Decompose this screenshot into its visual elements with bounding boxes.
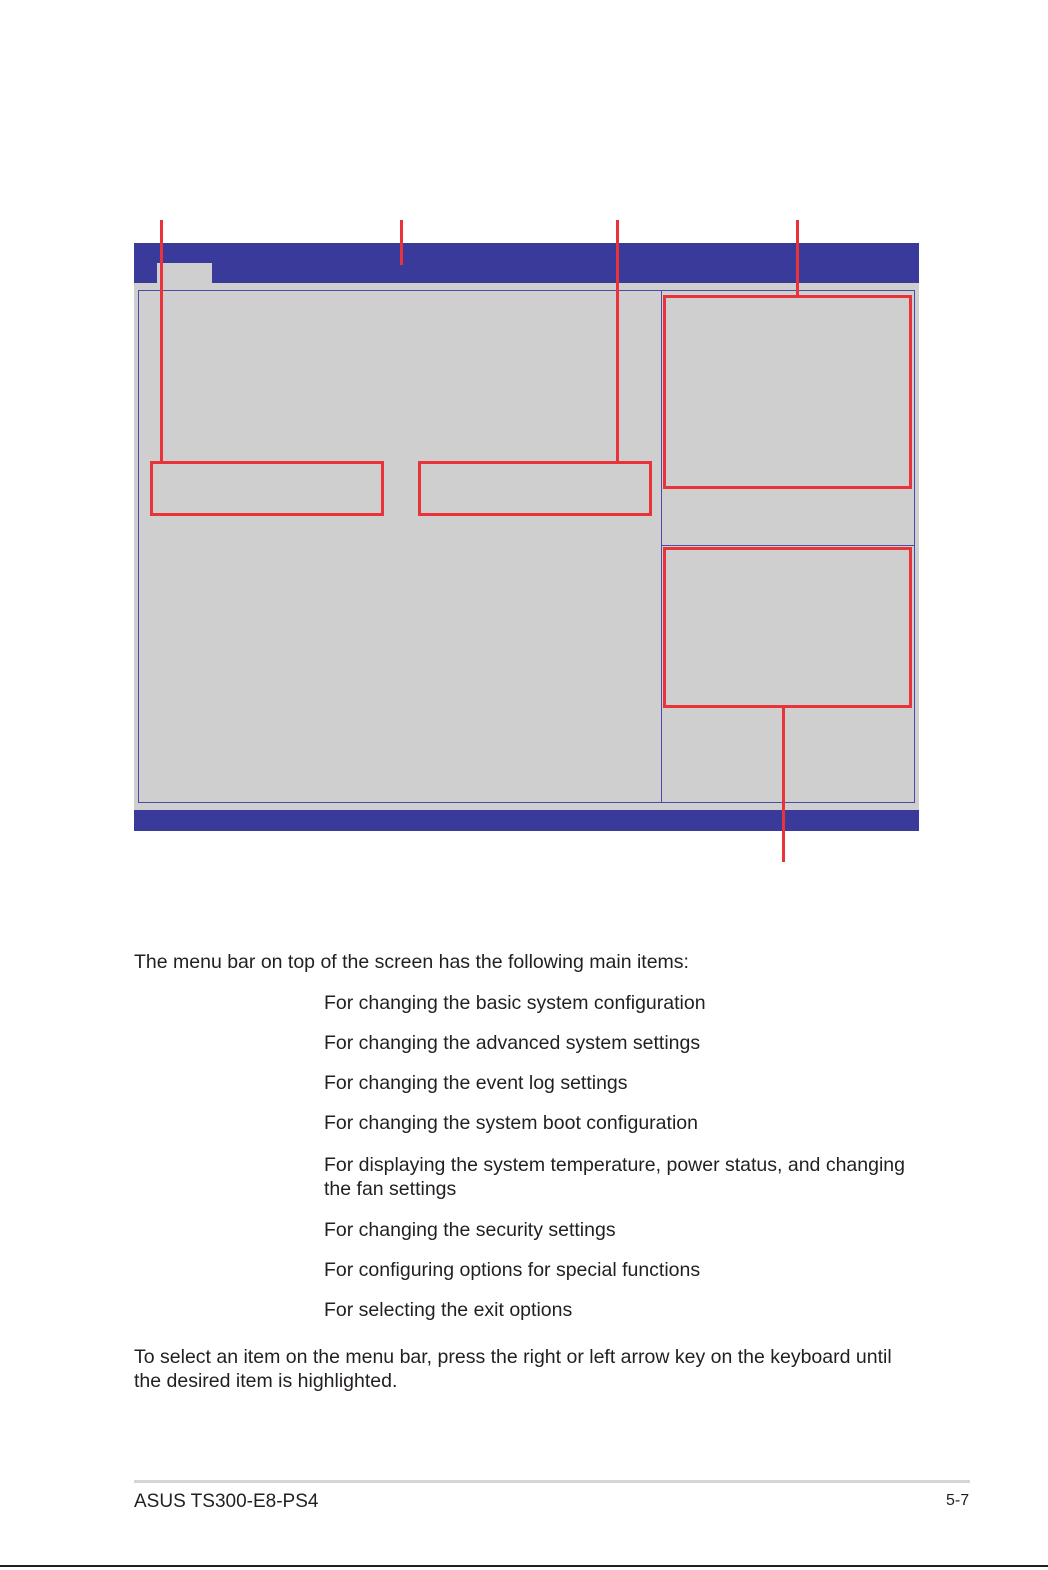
- bios-active-menu-tab: [157, 263, 212, 283]
- menu-selection-note: To select an item on the menu bar, press the right or left arrow key on the keyboard until the desired item is highlighted.: [134, 1346, 892, 1392]
- callout-configuration-fields: [418, 461, 652, 516]
- menu-item-description: For changing the basic system configuration: [324, 992, 706, 1014]
- menu-item-description: For changing the system boot configuration: [324, 1112, 698, 1134]
- menu-item-description: For changing the security settings: [324, 1219, 616, 1241]
- footer-product-name: ASUS TS300-E8-PS4: [134, 1491, 319, 1512]
- menu-item-description: For changing the advanced system settings: [324, 1032, 701, 1054]
- menu-item-description: For displaying the system temperature, power status, and changing the fan settings: [324, 1154, 905, 1200]
- footer-page-number: 5-7: [946, 1492, 970, 1509]
- menu-item-description: For selecting the exit options: [324, 1299, 573, 1321]
- callout-navigation-keys: [663, 547, 912, 708]
- menu-item-description: For configuring options for special functions: [324, 1259, 701, 1281]
- bios-navigation-bar: [134, 810, 919, 831]
- menu-item-description: For changing the event log settings: [324, 1072, 628, 1094]
- leader-line-menu-items: [160, 220, 163, 463]
- leader-line-navigation-keys: [782, 706, 785, 862]
- leader-line-general-help: [796, 220, 799, 297]
- callout-general-help: [663, 295, 912, 489]
- leader-line-configuration-fields: [616, 220, 619, 463]
- footer-divider: [134, 1480, 970, 1483]
- bios-menu-bar: [134, 243, 919, 283]
- menu-bar-intro: The menu bar on top of the screen has the following main items:: [134, 951, 689, 973]
- leader-line-menu-bar: [400, 220, 403, 265]
- page-bottom-edge: [0, 1565, 1048, 1567]
- bios-left-panel: [138, 290, 662, 803]
- callout-menu-items: [150, 461, 384, 516]
